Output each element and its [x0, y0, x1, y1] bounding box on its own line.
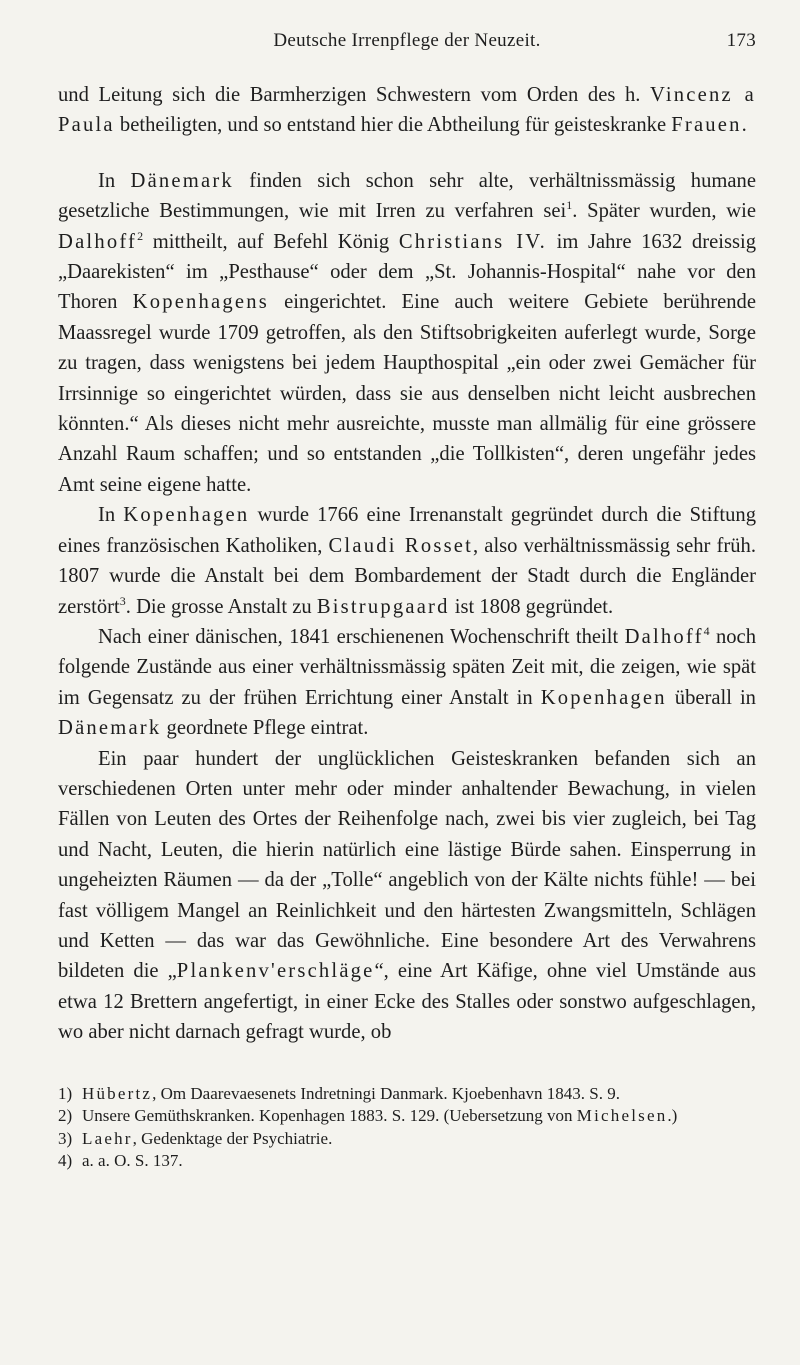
emphasis-place: Kopenhagen	[123, 504, 250, 527]
footnote-author: Hübertz	[82, 1083, 153, 1103]
page-number: 173	[726, 30, 756, 51]
emphasis-name: Dalhoff	[624, 625, 704, 648]
body-text	[58, 80, 756, 1048]
paragraph-5: Ein paar hundert der unglücklichen Geisteskranken befanden sich an verschiedenen Orten unter mehr oder minder anhaltender Bewachung, in vielen Fällen von Leuten des Ortes der Reihenfolge nach, zwei bis vier zugleich, bei Tag und Nacht, Leuten, die hierin natürlich eine lästige Bürde sahen. Einsperrung in ungeheizten Räumen — da der „Tolle“ angeblich von der Kälte nichts fühle! — bei fast völligem Mangel an Reinlichkeit und den härtesten Zwangsmitteln, Schlägen und Ketten — das war das Gewöhnliche. Eine besondere Art des Verwahrens bildeten die „Plankenv'erschläge“, eine Art Käfige, ohne viel Umstände aus etwa 12 Brettern angefertigt, in einer Ecke des Stalles oder sonstwo aufgeschlagen, wo aber nicht darnach gefragt wurde, ob	[58, 747, 756, 1044]
footnote-1: 1) Hübertz, Om Daarevaesenets Indretningi Danmark. Kjoebenhavn 1843. S. 9.	[58, 1083, 756, 1106]
footnote-2: 2) Unsere Gemüthskranken. Kopenhagen 1883. S. 129. (Uebersetzung von Michelsen.)	[58, 1105, 756, 1128]
emphasis-term: Plankenv'erschläge	[176, 960, 375, 983]
emphasis-name: Claudi Rosset	[328, 534, 474, 557]
footnote-marker: 1)	[58, 1083, 73, 1103]
emphasis-name: Christians IV.	[398, 230, 548, 253]
paragraph-4: Nach einer dänischen, 1841 erschienenen Wochenschrift theilt Dalhoff$^4$ noch folgende Zustände aus einer verhältnissmässig späten Zeit mit, die zeigen, wie spät im Gegensatz zu der frühen Errichtung einer Anstalt in Kopenhagen überall in Dänemark geordnete Pflege eintrat.	[58, 624, 756, 740]
emphasis-place: Kopenhagen	[540, 686, 667, 709]
paragraph-3: In Kopenhagen wurde 1766 eine Irrenanstalt gegründet durch die Stiftung eines französischen Katholiken, Claudi Rosset, also verhältnissmässig sehr früh. 1807 wurde die Anstalt bei dem Bombardement der Stadt durch die Engländer zerstört$^3$. Die grosse Anstalt zu Bistrupgaard ist 1808 gegründet.	[58, 504, 756, 618]
footnote-ref-1[interactable]: 1	[566, 198, 573, 213]
footnote-3: 3) Laehr, Gedenktage der Psychiatrie.	[58, 1128, 756, 1151]
footnote-ref-4[interactable]: 4	[703, 624, 710, 639]
emphasis-place: Dänemark	[58, 717, 162, 740]
book-page	[58, 30, 756, 1173]
emphasis-place: Bistrupgaard	[316, 595, 450, 618]
footnote-marker: 3)	[58, 1128, 73, 1148]
emphasis-name: Vincenz a Paula	[58, 84, 756, 137]
paragraph-2: In Dänemark finden sich schon sehr alte, verhältnissmässig humane gesetzliche Bestimmungen, wie mit Irren zu verfahren sei$^1$. Später wurden, wie Dalhoff$^2$ mittheilt, auf Befehl König Christians IV. im Jahre 1632 dreissig „Daarekisten“ im „Pesthause“ oder dem „St. Johannis-Hospital“ nahe vor den Thoren Kopenhagens eingerichtet. Eine auch weitere Gebiete berührende Maassregel wurde 1709 getroffen, als den Stiftsobrigkeiten auferlegt wurde, Sorge zu tragen, dass wenigstens bei jedem Haupthospital „ein oder zwei Gemächer für Irrsinnige so eingerichtet würden, dass sie aus denselben nicht leicht ausbrechen könnten.“ Als dieses nicht mehr ausreichte, musste man allmälig für eine grössere Anzahl Raum schaffen; und so entstanden „die Tollkisten“, deren ungefähr jedes Amt seine eigene hatte.	[58, 169, 756, 496]
emphasis-place: Kopenhagens	[132, 291, 269, 314]
footnote-marker: 4)	[58, 1151, 73, 1171]
footnote-ref-3[interactable]: 3	[119, 593, 126, 608]
emphasis-name: Dalhoff	[58, 230, 138, 253]
footnotes	[58, 1083, 756, 1173]
running-title: Deutsche Irrenpflege der Neuzeit.	[273, 30, 541, 51]
emphasis-place: Dänemark	[130, 169, 234, 192]
footnote-author: Laehr	[82, 1128, 133, 1148]
footnote-marker: 2)	[58, 1106, 73, 1126]
running-header	[58, 30, 756, 60]
footnote-author: Michelsen	[576, 1106, 668, 1126]
paragraph-1: und Leitung sich die Barmherzigen Schwestern vom Orden des h. Vincenz a Paula betheiligten, und so entstand hier die Abtheilung für geisteskranke Frauen.	[58, 84, 756, 137]
footnote-ref-2[interactable]: 2	[137, 228, 144, 243]
footnote-4: 4) a. a. O. S. 137.	[58, 1150, 756, 1173]
emphasis-word: Frauen	[671, 114, 742, 137]
